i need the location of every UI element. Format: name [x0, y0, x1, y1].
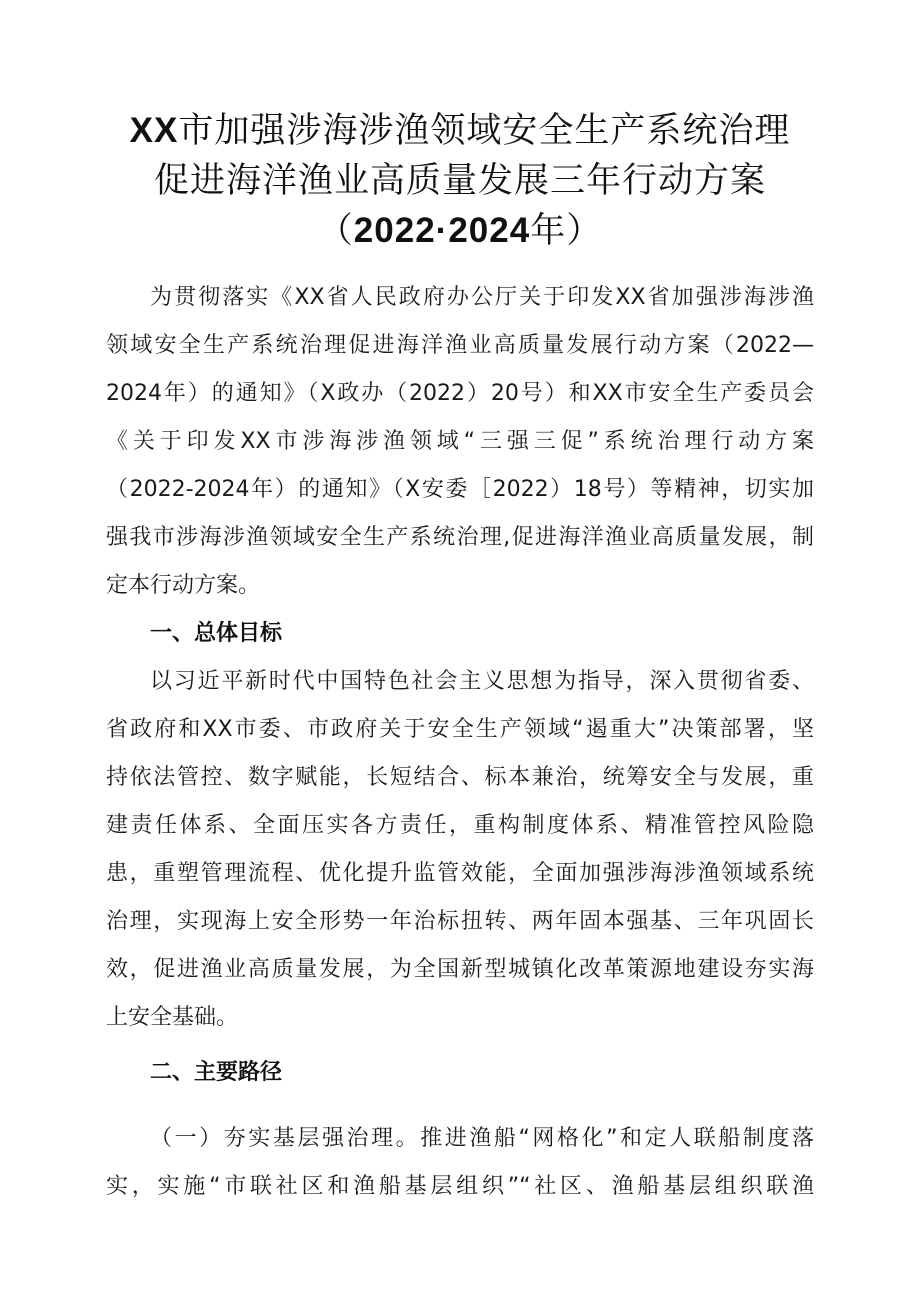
section-1-heading: 一、总体目标: [150, 621, 283, 646]
intro-line-6: 强我市涉海涉渔领域安全生产系统治理,促进海洋渔业高质量发展，制: [106, 525, 814, 550]
section-1-line-3: 持依法管控、数字赋能，长短结合、标本兼治，统筹安全与发展，重: [106, 765, 814, 790]
title-years: 2022·2024: [353, 211, 531, 250]
section-1-line-5: 患，重塑管理流程、优化提升监管效能，全面加强涉海涉渔领域系统: [106, 861, 814, 886]
title-open-paren: （: [317, 211, 354, 251]
section-2-heading: 二、主要路径: [150, 1060, 283, 1085]
section-2-line-1: （一）夯实基层强治理。推进渔船“网格化”和定人联船制度落: [150, 1126, 814, 1151]
document-title-line-2: 促进海洋渔业高质量发展三年行动方案: [153, 161, 766, 201]
section-1-line-8: 上安全基础。: [106, 1005, 239, 1030]
intro-line-3: 2024年）的通知》（X政办（2022）20号）和XX市安全生产委员会: [106, 381, 814, 406]
document-title-line-1: [100, 108, 820, 154]
section-1-line-4: 建责任体系、全面压实各方责任，重构制度体系、精准管控风险隐: [106, 813, 814, 838]
section-1-line-1: 以习近平新时代中国特色社会主义思想为指导，深入贯彻省委、: [150, 669, 814, 694]
intro-line-4: 《关于印发XX市涉海涉渔领域“三强三促”系统治理行动方案: [106, 429, 814, 454]
intro-line-2: 领域安全生产系统治理促进海洋渔业高质量发展行动方案（2022—: [106, 333, 814, 358]
title-prefix: XX: [129, 111, 179, 150]
intro-line-5: （2022-2024年）的通知》（X安委［2022）18号）等精神，切实加: [106, 477, 814, 502]
section-1-line-6: 治理，实现海上安全形势一年治标扭转、两年固本强基、三年巩固长: [106, 909, 814, 934]
section-1-line-2: 省政府和XX市委、市政府关于安全生产领域“遏重大”决策部署，坚: [106, 717, 814, 742]
document-title-line-3: [100, 208, 820, 254]
title-line-1-text: 市加强涉海涉渔领域安全生产系统治理: [178, 111, 791, 151]
intro-line-1: 为贯彻落实《XX省人民政府办公厅关于印发XX省加强涉海涉渔: [150, 285, 814, 310]
section-1-line-7: 效，促进渔业高质量发展，为全国新型城镇化改革策源地建设夯实海: [106, 957, 814, 982]
title-close: 年）: [530, 211, 603, 251]
intro-line-7: 定本行动方案。: [106, 573, 261, 598]
section-2-line-2: 实，实施“市联社区和渔船基层组织”“社区、渔船基层组织联渔: [106, 1174, 814, 1199]
